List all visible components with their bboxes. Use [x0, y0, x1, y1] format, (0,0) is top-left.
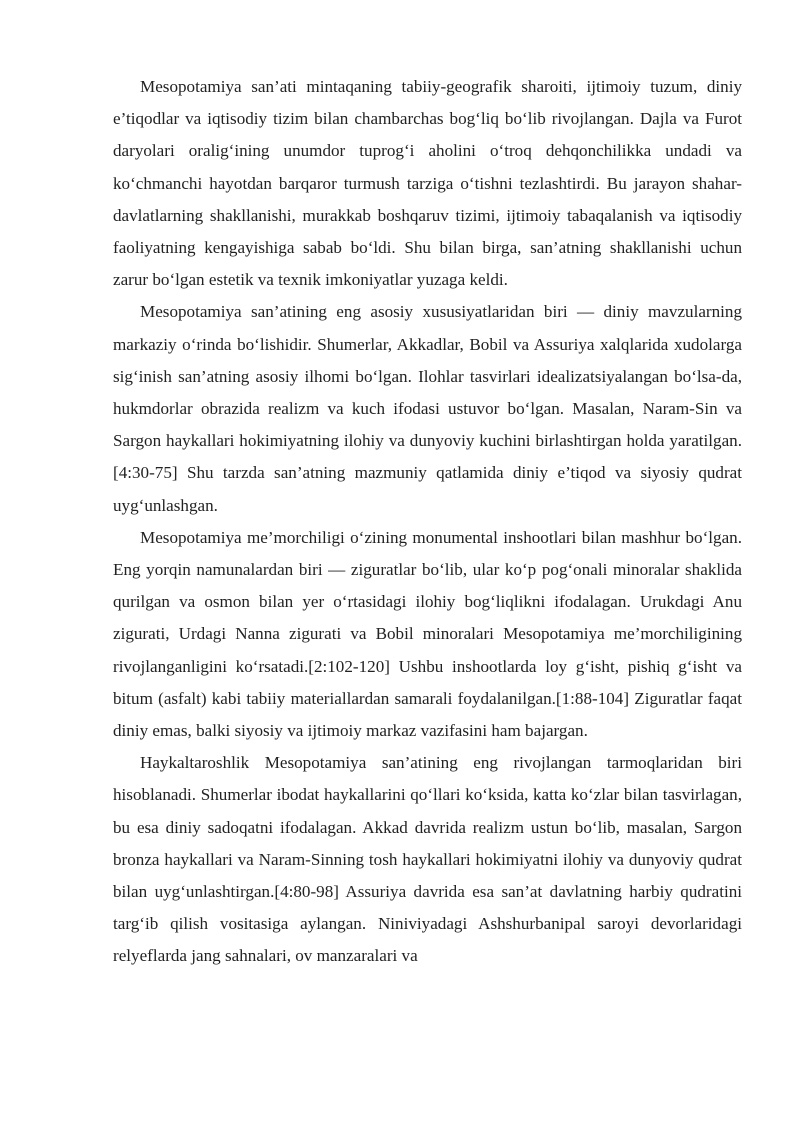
- paragraph-4: Haykaltaroshlik Mesopotamiya san’atining eng rivojlangan tarmoqlaridan biri hisoblanadi. Shumerlar ibodat haykallarini qo‘llari ko‘ksida, katta ko‘zlar bilan tasvirlagan, bu esa diniy sadoqatni ifodalagan. Akkad davrida realizm ustun bo‘lib, masalan, Sargon bronza haykallari va Naram-Sinning tosh haykallari hokimiyatni ilohiy va dunyoviy qudrat bilan uyg‘unlashtirgan.[4:80-98] Assuriya davrida esa san’at davlatning harbiy qudratini targ‘ib qilish vositasiga aylangan. Niniviyadagi Ashshurbanipal saroyi devorlaridagi relyeflarda jang sahnalari, ov manzaralari va: [113, 753, 742, 966]
- paragraph-2: Mesopotamiya san’atining eng asosiy xususiyatlaridan biri — diniy mavzularning markaziy o‘rinda bo‘lishidir. Shumerlar, Akkadlar, Bobil va Assuriya xalqlarida xudolarga sig‘inish san’atning asosiy ilhomi bo‘lgan. Ilohlar tasvirlari idealizatsiyalangan bo‘lsa-da, hukmdorlar obrazida realizm va kuch ifodasi ustuvor bo‘lgan. Masalan, Naram-Sin va Sargon haykallari hokimiyatning ilohiy va dunyoviy kuchini birlashtirgan holda yaratilgan.[4:30-75] Shu tarzda san’atning mazmuniy qatlamida diniy e’tiqod va siyosiy qudrat uyg‘unlashgan.: [113, 302, 742, 515]
- document-body: [113, 71, 742, 973]
- paragraph-1: Mesopotamiya san’ati mintaqaning tabiiy-geografik sharoiti, ijtimoiy tuzum, diniy e’tiqodlar va iqtisodiy tizim bilan chambarchas bog‘liq bo‘lib rivojlangan. Dajla va Furot daryolari oralig‘ining unumdor tuprog‘i aholini o‘troq dehqonchilikka undadi va ko‘chmanchi hayotdan barqaror turmush tarziga o‘tishni tezlashtirdi. Bu jarayon shahar-davlatlarning shakllanishi, murakkab boshqaruv tizimi, ijtimoiy tabaqalanish va iqtisodiy faoliyatning kengayishiga sabab bo‘ldi. Shu bilan birga, san’atning shakllanishi uchun zarur bo‘lgan estetik va texnik imkoniyatlar yuzaga keldi.: [113, 77, 742, 290]
- paragraph-3: Mesopotamiya me’morchiligi o‘zining monumental inshootlari bilan mashhur bo‘lgan. Eng yorqin namunalardan biri — ziguratlar bo‘lib, ular ko‘p pog‘onali minoralar shaklida qurilgan va osmon bilan yer o‘rtasidagi ilohiy bog‘liqlikni ifodalagan. Urukdagi Anu zigurati, Urdagi Nanna zigurati va Bobil minoralari Mesopotamiya me’morchiligining rivojlanganligini ko‘rsatadi.[2:102-120] Ushbu inshootlarda loy g‘isht, pishiq g‘isht va bitum (asfalt) kabi tabiiy materiallardan samarali foydalanilgan.[1:88-104] Ziguratlar faqat diniy emas, balki siyosiy va ijtimoiy markaz vazifasini ham bajargan.: [113, 527, 742, 741]
